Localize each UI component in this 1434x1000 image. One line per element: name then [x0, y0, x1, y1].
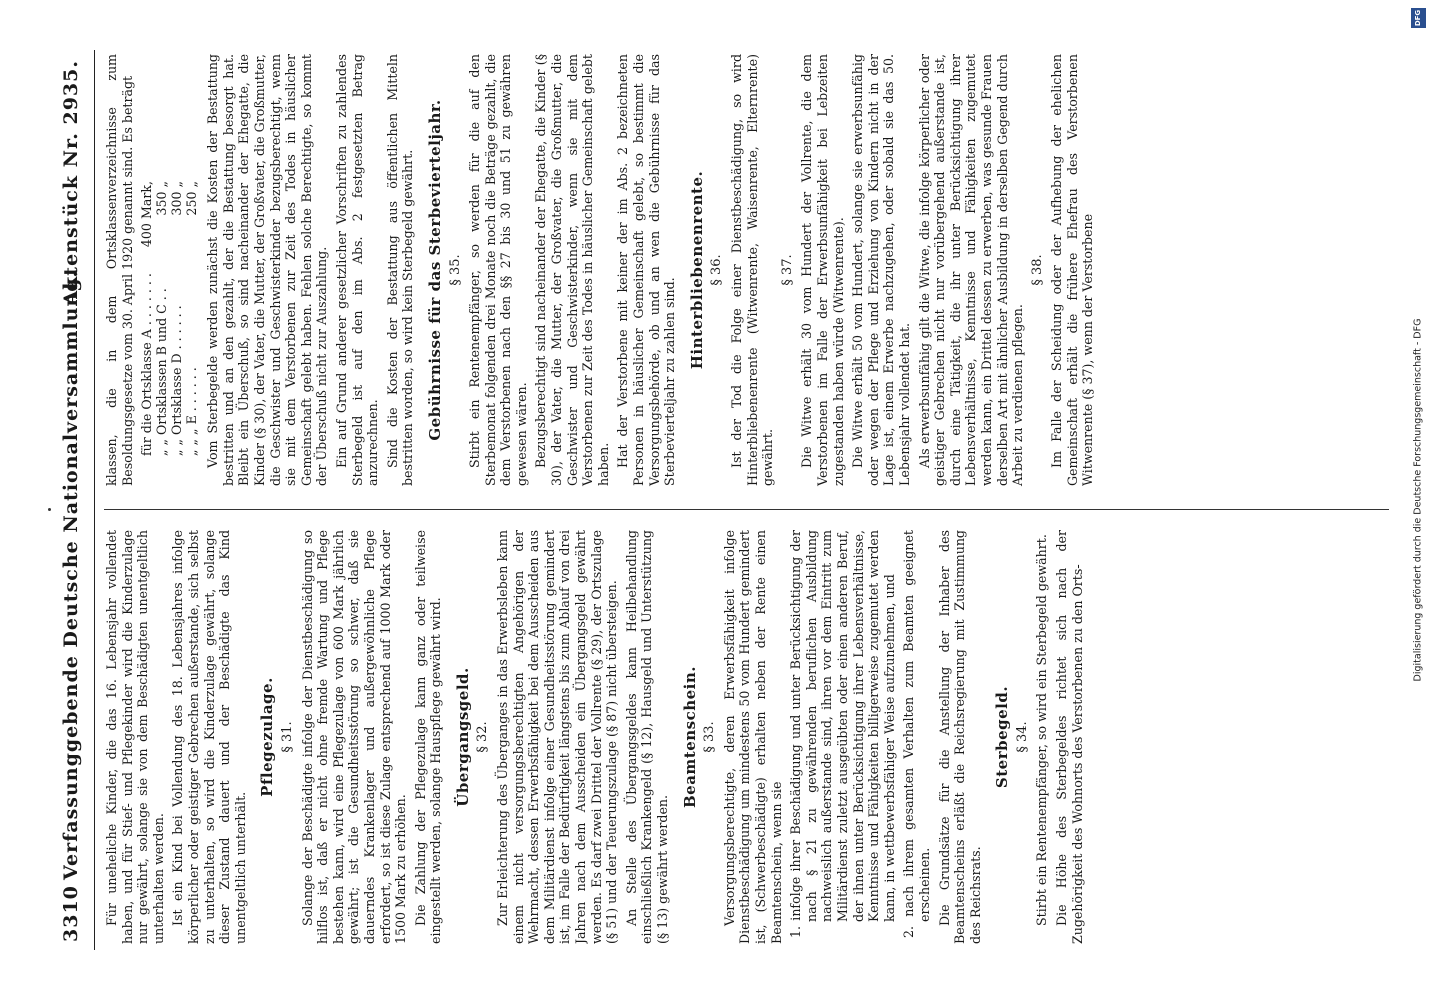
paragraph: Für uneheliche Kinder, die das 16. Lebensjahr vollendet haben, und für Stief- und Pflegekinder wird die Kinderzulage nur gewährt, solange sie von dem Beschädigten unentgeltlich unterhalten werden.: [104, 530, 166, 944]
document-page: [50, 50, 1400, 950]
rate-amount: 350 „: [154, 180, 170, 216]
paragraph: Hat der Verstorbene mit keiner der im Abs. 2 bezeichneten Personen in häuslicher Gemeinschaft gelebt, so bestimmt die Versorgungsbehörde, ob und an wen die Gebührnisse für das Sterbevierteljahr zu zahlen sind.: [615, 54, 678, 486]
table-row: [154, 175, 169, 456]
paragraph: Die Zahlung der Pflegezulage kann ganz oder teilweise eingestellt werden, solange Hauspflege gewährt wird.: [412, 530, 444, 944]
table-row: [184, 175, 199, 456]
paragraph: Zur Erleichterung des Überganges in das Erwerbsleben kann einem nicht versorgungsberechtigten Angehörigen der Wehrmacht, dessen Erwerbsfähigkeit bei dem Ausscheiden aus dem Militärdienst infolge einer Gesundheitsstörung gemindert ist, im Falle der Bedürftigkeit längstens bis zum Ablauf von drei Jahren nach dem Ausscheiden ein Übergangsgeld gewährt werden. Es darf zwei Drittel der Vollrente (§ 29), der Ortszulage (§ 51) und der Teuerungszulage (§ 87) nicht übersteigen.: [495, 530, 620, 944]
right-column: [104, 54, 1394, 494]
paragraph: Versorgungsberechtigte, deren Erwerbsfähigkeit infolge Dienstbeschädigung um mindestens 50 vom Hundert gemindert ist, (Schwerbeschädigte) erhalten neben der Rente einen Beamtenschein, wenn sie: [721, 530, 784, 944]
rate-label: für die Ortsklasse A . . . . . . .: [139, 273, 155, 456]
scan-speck: [48, 508, 51, 511]
rate-amount: 300 „: [169, 180, 185, 216]
running-title: Verfassunggebende Deutsche Nationalversammlung.: [60, 269, 82, 880]
page-number: 3310: [60, 885, 82, 942]
paragraph: Stirbt ein Rentenempfänger, so wird ein Sterbegeld gewährt.: [1034, 534, 1050, 926]
paragraph: klassen, die in dem Ortsklassenverzeichnisse zum Besoldungsgesetze vom 30. April 1920 genannt sind. Es beträgt: [104, 54, 135, 486]
rate-amount: 250 „: [184, 180, 200, 216]
logo-text: DFG: [1414, 9, 1423, 27]
section-number: § 32.: [475, 721, 491, 753]
section-number: § 33.: [702, 721, 718, 753]
table-row: [139, 175, 154, 456]
paragraph: Bezugsberechtigt sind nacheinander der Ehegatte, die Kinder (§ 30), der Vater, die Mutter, der Großvater, die Großmutter, die Geschwister und Geschwisterkinder, wenn sie mit dem Verstorbenen zur Zeit des Todes in häuslicher Gemeinschaft gelebt haben.: [533, 54, 611, 486]
paragraph: Die Grundsätze für die Anstellung der Inhaber des Beamtenscheins erläßt die Reichsregierung mit Zustimmung des Reichsrats.: [936, 530, 983, 944]
section-number: § 37.: [779, 254, 795, 286]
rate-label: „ „ Ortsklassen B und C . .: [154, 288, 170, 456]
paragraph: Die Witwe erhält 30 vom Hundert der Vollrente, die dem Verstorbenen im Falle der Erwerbsunfähigkeit bei Lebzeiten zugestanden haben würde (Witwenrente).: [799, 54, 846, 486]
paragraph: Die Höhe des Sterbegeldes richtet sich nach der Zugehörigkeit des Wohnorts des Verstorbenen zu den Orts-: [1054, 530, 1085, 944]
rate-table: [139, 175, 199, 456]
page-header: [50, 50, 95, 950]
section-heading: Sterbegeld.: [993, 685, 1012, 789]
paragraph: Im Falle der Scheidung oder der Aufhebung der ehelichen Gemeinschaft erhält die frühere Ehefrau des Verstorbenen Witwenrente (§ 37), wenn der Verstorbene: [1049, 54, 1096, 486]
dfg-logo-icon: [1411, 8, 1426, 28]
paragraph: Sind die Kosten der Bestattung aus öffentlichen Mitteln bestritten worden, so wird kein Sterbegeld gewährt.: [384, 54, 416, 486]
section-heading: Gebührnisse für das Sterbevierteljahr.: [425, 99, 444, 441]
left-column: [104, 524, 1394, 944]
section-number: § 35.: [447, 254, 463, 286]
rate-label: „ „ „ E . . . . . .: [184, 367, 200, 456]
section-number: § 31.: [279, 721, 295, 753]
paragraph: Ist ein Kind bei Vollendung des 18. Lebensjahres infolge körperlicher oder geistiger Gebrechen außerstande, sich selbst zu unterhalten, so wird die Kinderzulage gewährt, solange dieser Zustand dauert und der Beschädigte das Kind unentgeltlich unterhält.: [170, 530, 248, 944]
section-number: § 36.: [709, 254, 725, 286]
section-heading: Hinterbliebenenrente.: [687, 170, 706, 370]
paragraph: Vom Sterbegelde werden zunächst die Kosten der Bestattung bestritten und an den gezahlt, der die Bestattung besorgt hat. Bleibt ein Überschuß, so sind nacheinander der Ehegatte, die Kinder (§ 30), der Vater, die Mutter, der Großvater, die Großmutter, die Geschwister und Geschwisterkinder bezugsberechtigt, wenn sie mit dem Verstorbenen zur Zeit des Todes in häuslicher Gemeinschaft gelebt haben. Fehlen solche Berechtigte, so kommt der Überschuß nicht zur Auszahlung.: [205, 54, 330, 486]
section-heading: Übergangsgeld.: [453, 667, 472, 807]
paragraph: An Stelle des Übergangsgeldes kann Heilbehandlung einschließlich Krankengeld (§ 12), Hausgeld und Unterstützung (§ 13) gewährt werden.: [623, 530, 670, 944]
document-reference: Aktenstück Nr. 2935.: [60, 60, 82, 306]
digitization-note: Digitalisierung gefördert durch die Deutsche Forschungsgemeinschaft - DFG: [1412, 318, 1424, 682]
section-number: § 38.: [1029, 254, 1045, 286]
rate-amount: 400 Mark,: [139, 180, 155, 248]
paragraph: Stirbt ein Rentenempfänger, so werden für die auf den Sterbemonat folgenden drei Monate noch die Beträge gezahlt, die dem Verstorbenen nach den §§ 27 bis 30 und 51 zu gewähren gewesen wären.: [467, 54, 529, 486]
paragraph: Die Witwe erhält 50 vom Hundert, solange sie erwerbsunfähig oder wegen der Pflege und Erziehung von Kindern nicht in der Lage ist, einem Erwerbe nachzugehen, oder sobald sie das 50. Lebensjahr vollendet hat.: [850, 54, 912, 486]
table-row: [169, 175, 184, 456]
rate-label: „ „ Ortsklasse D . . . . . .: [169, 305, 185, 456]
paragraph: Als erwerbsunfähig gilt die Witwe, die infolge körperlicher oder geistiger Gebrechen nicht nur vorübergehend außerstande ist, durch eine Tätigkeit, die ihr unter Berücksichtigung ihrer Lebensverhältnisse, Kenntnisse und Fähigkeiten zugemutet werden kann, ein Drittel dessen zu erwerben, was gesunde Frauen derselben Art mit ähnlicher Ausbildung in derselben Gegend durch Arbeit zu verdienen pflegen.: [916, 54, 1026, 486]
paragraph: Ein auf Grund anderer gesetzlicher Vorschriften zu zahlendes Sterbegeld ist auf den im Abs. 2 festgesetzten Betrag anzurechnen.: [333, 54, 381, 486]
list-item: 2. nach ihrem gesamten Verhalten zum Beamten geeignet erscheinen.: [901, 530, 932, 938]
paragraph: Ist der Tod die Folge einer Dienstbeschädigung, so wird Hinterbliebenenrente (Witwenrente, Waisenrente, Elternrente) gewährt.: [729, 54, 776, 486]
list-item: 1. infolge ihrer Beschädigung und unter Berücksichtigung der nach § 21 zu gewährenden beruflichen Ausbildung nachweislich außerstande sind, ihren vor dem Eintritt zum Militärdienst zuletzt ausgeübten oder einen anderen Beruf, der ihnen unter Berücksichtigung ihrer Lebensverhältnisse, Kenntnisse und Fähigkeiten billigerweise zugemutet werden kann, in wettbewerbsfähiger Weise aufzunehmen, und: [788, 530, 897, 938]
column-divider: [104, 509, 1389, 510]
section-heading: Beamtenschein.: [680, 665, 699, 809]
paragraph: Solange der Beschädigte infolge der Dienstbeschädigung so hilflos ist, daß er nicht ohne fremde Wartung und Pflege bestehen kann, wird eine Pflegezulage von 600 Mark jährlich gewährt; ist die Gesundheitsstörung so schwer, daß sie dauerndes Krankenlager und außergewöhnliche Pflege erfordert, so ist diese Zulage entsprechend auf 1000 Mark oder 1500 Mark zu erhöhen.: [299, 530, 409, 944]
section-number: § 34.: [1014, 721, 1030, 753]
section-heading: Pflegezulage.: [258, 677, 277, 797]
